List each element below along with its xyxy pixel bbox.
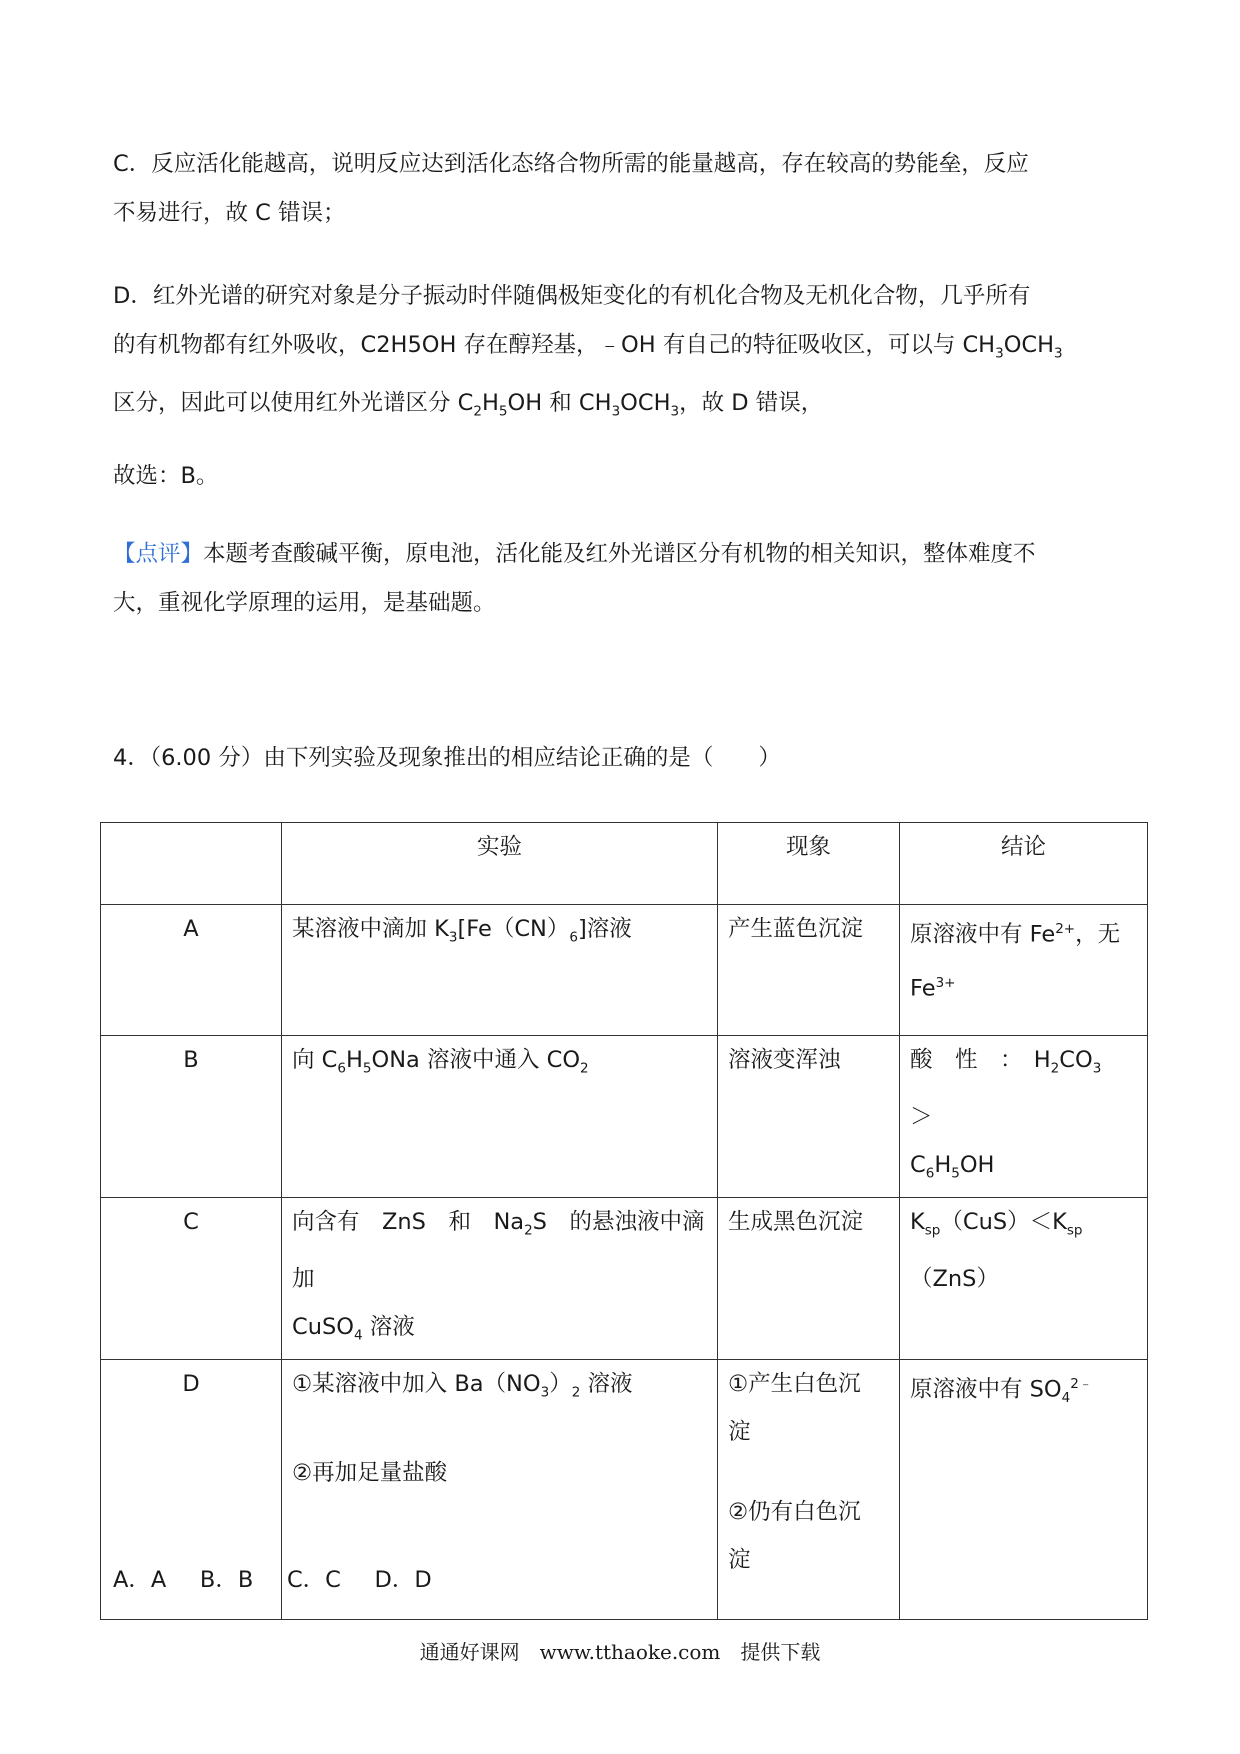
experiment-cell: 向含有 ZnS 和 $Na_2S$ 的悬浊液中滴加 CuSO$_4$ 溶液 [282, 1198, 718, 1360]
answer-options: A．A B．B C．C D．D [113, 1567, 432, 1593]
table-row-a [101, 905, 1148, 1036]
conclusion-cell: 原溶液中有 $SO_4^{2﹣}$ [900, 1360, 1148, 1620]
solution-option-c [113, 140, 1133, 238]
solution-option-d [113, 272, 1133, 436]
header-blank [101, 823, 282, 905]
header-phenomenon: 现象 [718, 823, 900, 905]
comment-paragraph [113, 530, 1133, 628]
question-4-stem: 4．（6.00 分）由下列实验及现象推出的相应结论正确的是（ ） [113, 745, 781, 771]
row-label: C [101, 1198, 282, 1360]
experiment-cell: 某溶液中滴加 $K_3[Fe(CN)_6]$溶液 [282, 905, 718, 1036]
option-d-line-3: 区分，因此可以使用红外光谱区分 $C_2H_5OH$ 和 $CH_3OCH_3$，故 D 错误， [113, 389, 824, 419]
conclusion-cell: $K_{sp}(CuS)<K_{sp}(ZnS)$ [900, 1198, 1148, 1360]
conclusion-cell: 原溶液中有 $Fe^{2+}$，无 $Fe^{3+}$ [900, 905, 1148, 1036]
phenomenon-cell: 溶液变浑浊 [718, 1036, 900, 1198]
comment-line-1: 【点评】本题考查酸碱平衡，原电池，活化能及红外光谱区分有机物的相关知识，整体难度不 [113, 541, 1036, 567]
option-d-line-1: D．红外光谱的研究对象是分子振动时伴随偶极矩变化的有机化合物及无机化合物，几乎所有 [113, 283, 1031, 309]
experiment-cell: 向 $C_6H_5ONa$ 溶液中通入 $CO_2$ [282, 1036, 718, 1198]
conclusion-cell: 酸 性 ： $H_2CO_3$ ＞ $C_6H_5OH$ [900, 1036, 1148, 1198]
answer-choice-line: 故选：B。 [113, 463, 219, 489]
row-label: A [101, 905, 282, 1036]
header-experiment: 实验 [282, 823, 718, 905]
row-label: B [101, 1036, 282, 1198]
table-header-row [101, 823, 1148, 905]
option-d-line-2: 的有机物都有红外吸收，C2H5OH 存在醇羟基，﹣OH 有自己的特征吸收区，可以与 $CH_3OCH_3$ [113, 332, 1063, 362]
table-row-c [101, 1198, 1148, 1360]
option-c-line-2: 不易进行，故 C 错误； [113, 200, 346, 226]
experiment-table [100, 822, 1148, 1620]
phenomenon-cell: 生成黑色沉淀 [718, 1198, 900, 1360]
table-row-b [101, 1036, 1148, 1198]
comment-tag: 【点评】 [113, 541, 204, 567]
phenomenon-cell: 产生蓝色沉淀 [718, 905, 900, 1036]
phenomenon-cell: ①产生白色沉 淀 ②仍有白色沉 淀 [718, 1360, 900, 1620]
footer-source: 通通好课网 www.tthaoke.com 提供下载 [419, 1640, 821, 1664]
experiment-cell: ①某溶液中加入 $Ba(NO_3)_2$ 溶液 ②再加足量盐酸 [282, 1360, 718, 1620]
comment-line-2: 大，重视化学原理的运用，是基础题。 [113, 590, 496, 616]
option-c-line-1: C．反应活化能越高，说明反应达到活化态络合物所需的能量越高，存在较高的势能垒，反应 [113, 151, 1029, 177]
row-label: D [101, 1360, 282, 1620]
header-conclusion: 结论 [900, 823, 1148, 905]
